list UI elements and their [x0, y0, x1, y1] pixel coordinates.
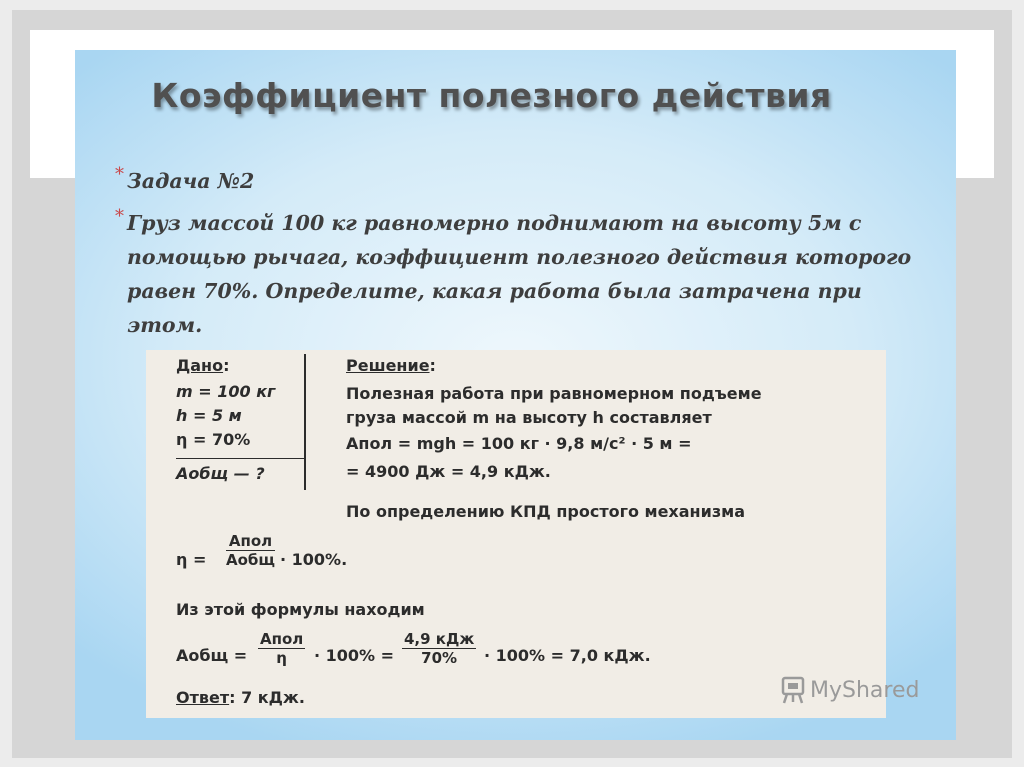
answer-value: : 7 кДж.: [229, 688, 305, 707]
work-formula-mid: · 100% =: [314, 646, 395, 665]
bullet-task-number: [115, 164, 927, 198]
answer-line: [176, 688, 305, 707]
slide: [75, 50, 956, 740]
myshared-logo-icon: [780, 676, 806, 704]
fraction-denominator: Aобщ: [226, 551, 275, 569]
slide-title: Коэффициент полезного действия: [151, 76, 832, 115]
solution-line-2: груза массой m на высоту h составляет: [346, 408, 712, 427]
bullet-text: Задача №2: [127, 169, 255, 193]
given-height: h = 5 м: [176, 406, 242, 425]
efficiency-fraction: [226, 532, 275, 569]
myshared-watermark: [780, 676, 919, 704]
bullet-task-text: [115, 206, 927, 342]
fraction-denominator: η: [276, 649, 287, 667]
solution-image: [146, 350, 886, 718]
fraction-numerator: 4,9 кДж: [404, 630, 475, 648]
solution-heading: Решение:: [346, 356, 436, 375]
work-formula-lhs: Aобщ =: [176, 646, 248, 665]
fraction-numerator: Aпол: [260, 630, 304, 648]
unknown-work: Aобщ — ?: [176, 464, 265, 483]
solution-line-4: = 4900 Дж = 4,9 кДж.: [346, 462, 551, 481]
given-mass: m = 100 кг: [176, 382, 276, 401]
efficiency-formula-rhs: · 100%.: [280, 550, 348, 569]
solution-line-3: Aпол = mgh = 100 кг · 9,8 м/с² · 5 м =: [346, 434, 692, 453]
bullet-marker-icon: *: [115, 164, 124, 185]
work-fraction-1: [258, 630, 305, 667]
answer-label: Ответ: [176, 688, 230, 707]
solution-line-5: По определению КПД простого механизма: [346, 502, 745, 521]
fraction-numerator: Aпол: [226, 532, 275, 551]
given-heading: Дано:: [176, 356, 230, 375]
given-divider-horizontal: [176, 458, 304, 459]
given-divider-vertical: [304, 354, 306, 490]
bullet-text: Груз массой 100 кг равномерно поднимают на высоту 5м с помощью рычага, коэффициент полезного действия которого равен 70%. Определите, какая работа была затрачена при этом.: [127, 211, 912, 337]
fraction-denominator: 70%: [421, 649, 458, 667]
solution-line-6: Из этой формулы находим: [176, 600, 425, 619]
work-formula-rhs: · 100% = 7,0 кДж.: [484, 646, 651, 665]
efficiency-formula-lhs: η =: [176, 550, 207, 569]
work-fraction-2: [402, 630, 476, 667]
bullet-marker-icon: *: [115, 206, 124, 227]
watermark-text: MyShared: [810, 677, 920, 703]
given-efficiency: η = 70%: [176, 430, 251, 449]
solution-line-1: Полезная работа при равномерном подъеме: [346, 384, 762, 403]
